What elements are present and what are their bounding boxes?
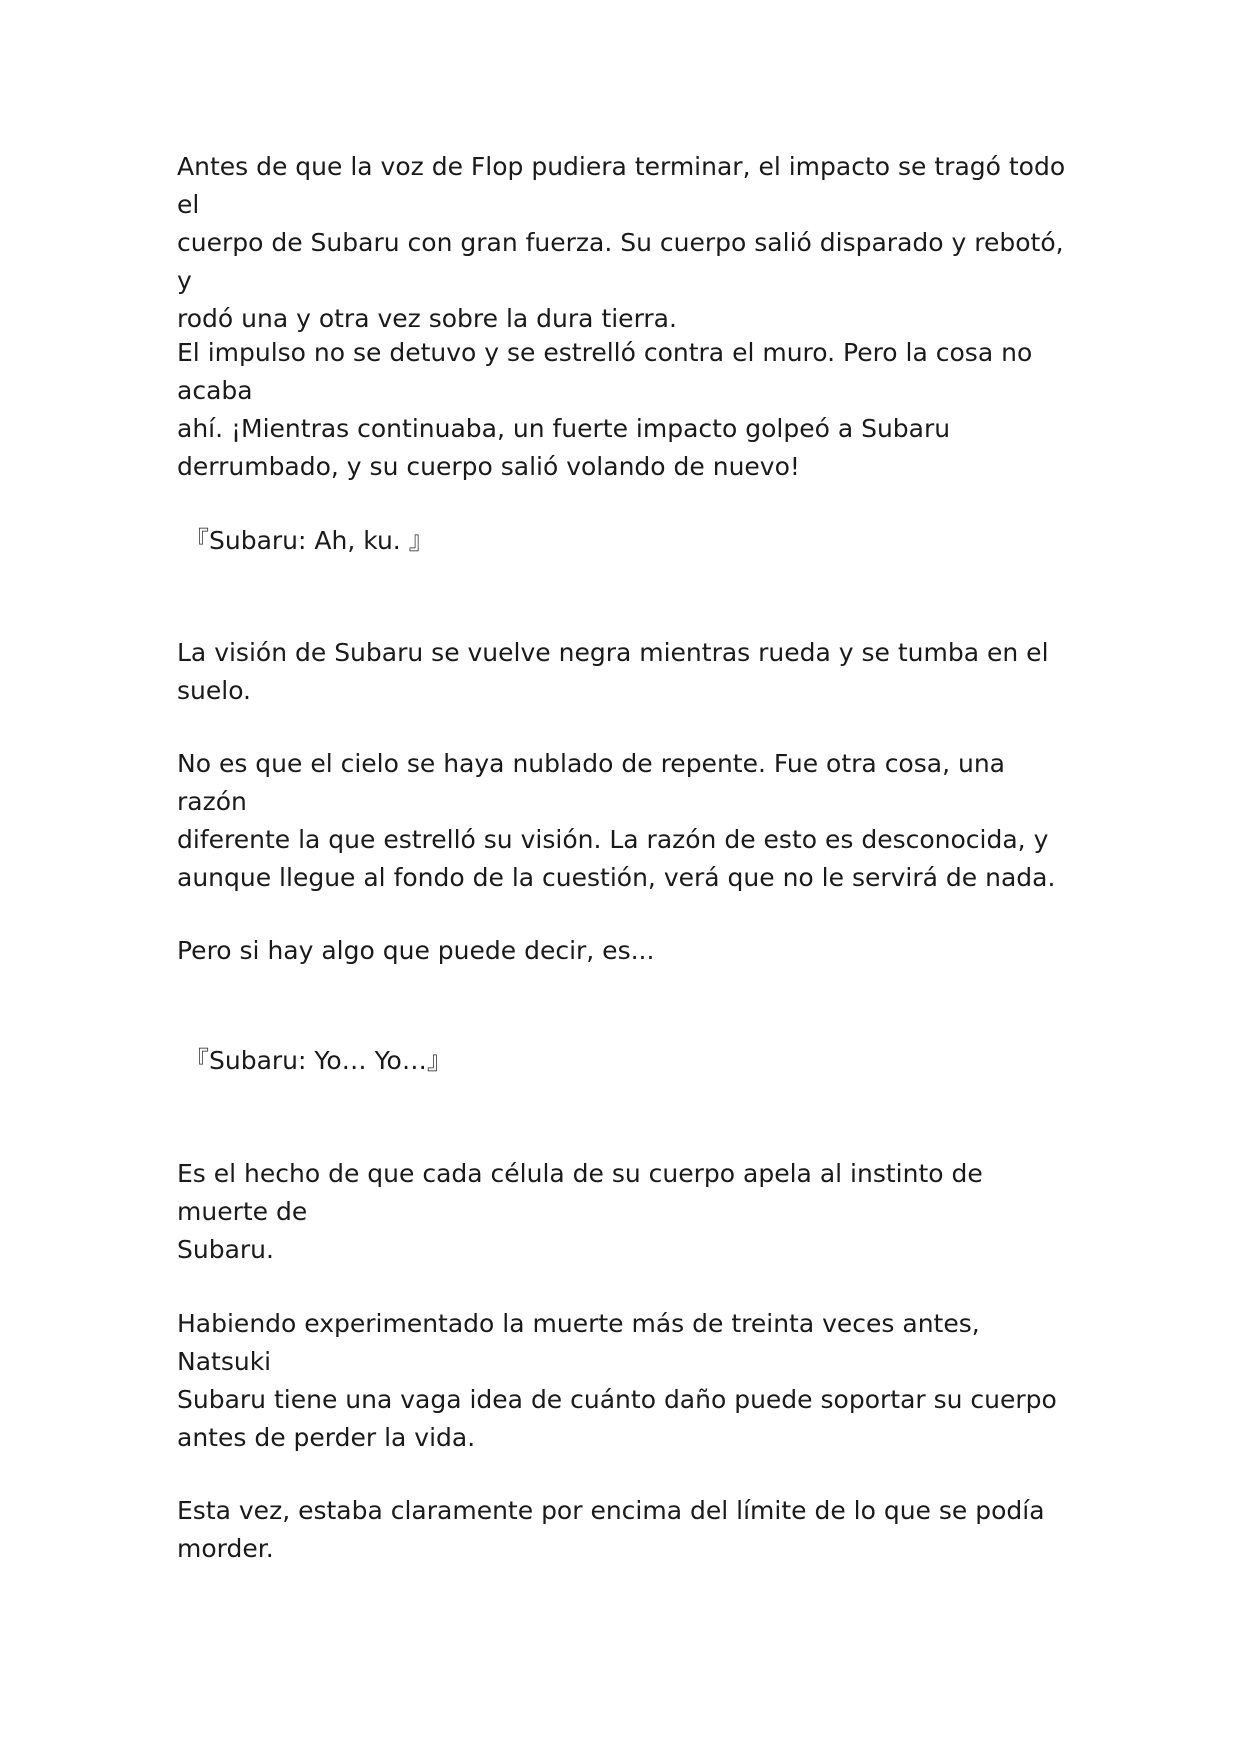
paragraph-3: La visión de Subaru se vuelve negra mientras rueda y se tumba en el suelo. [177,638,1049,705]
dialogue-line-2: 『Subaru: Yo… Yo…』 [184,1046,452,1075]
paragraph-2: El impulso no se detuvo y se estrelló contra el muro. Pero la cosa no acaba ahí. ¡Mientras continuaba, un fuerte impacto golpeó a Subaru derrumbado, y su cuerpo salió volando de nuevo! [177,338,1033,481]
dialogue-line-1: 『Subaru: Ah, ku. 』 [184,526,434,555]
paragraph-7: Habiendo experimentado la muerte más de treinta veces antes, Natsuki Subaru tiene una vaga idea de cuánto daño puede soportar su cuerpo antes de perder la vida. [177,1309,1057,1452]
paragraph-8: Esta vez, estaba claramente por encima del límite de lo que se podía morder. [177,1496,1045,1563]
paragraph-4: No es que el cielo se haya nublado de repente. Fue otra cosa, una razón diferente la que estrelló su visión. La razón de esto es desconocida, y aunque llegue al fondo de la cuestión, verá que no le servirá de nada. [177,749,1056,892]
paragraph-5: Pero si hay algo que puede decir, es... [177,936,655,965]
paragraph-6: Es el hecho de que cada célula de su cuerpo apela al instinto de muerte de Subaru. [177,1159,983,1264]
paragraph-1: Antes de que la voz de Flop pudiera terminar, el impacto se tragó todo el cuerpo de Subaru con gran fuerza. Su cuerpo salió disparado y rebotó, y rodó una y otra vez sobre la dura tierra. [177,152,1066,333]
